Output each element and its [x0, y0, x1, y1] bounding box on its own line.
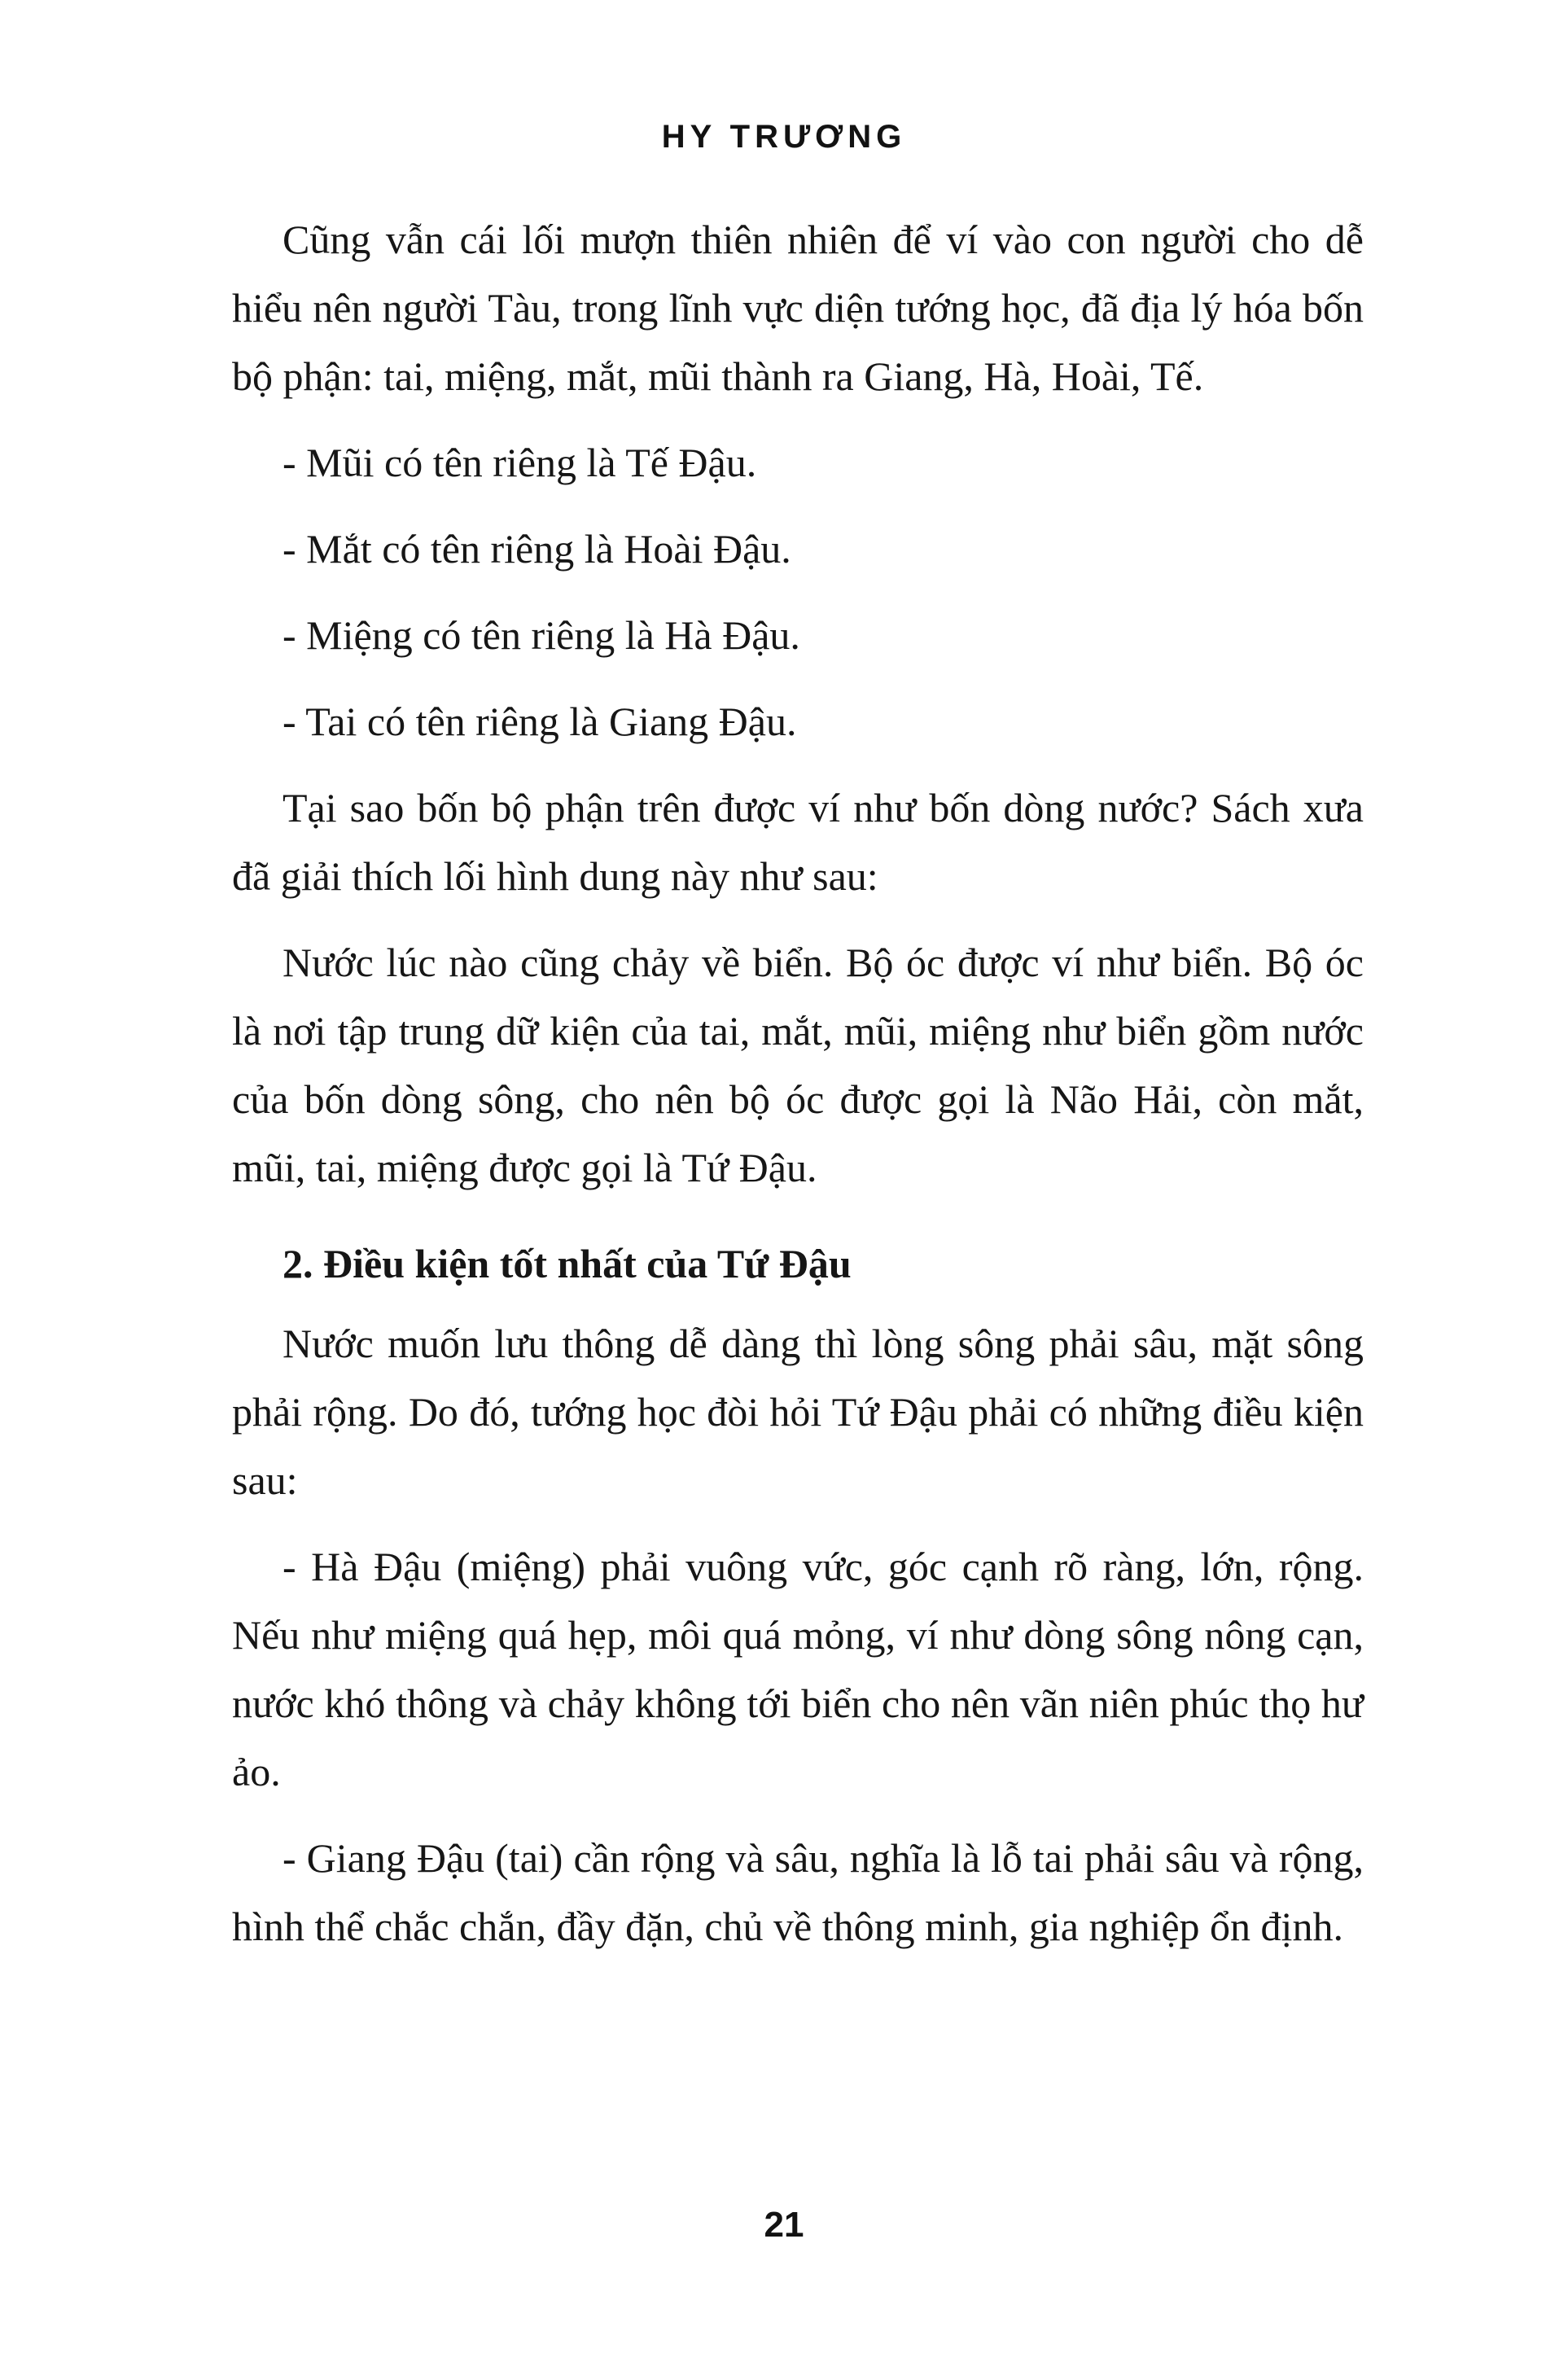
- running-head: HY TRƯƠNG: [661, 119, 907, 155]
- paragraph-giang-dau: - Giang Đậu (tai) cần rộng và sâu, nghĩa là lỗ tai phải sâu và rộng, hình thể chắc chắn, đầy đặn, chủ về thông minh, gia nghiệp ổn định.: [232, 1835, 1364, 1949]
- paragraph-ha-dau: - Hà Đậu (miệng) phải vuông vức, góc cạnh rõ ràng, lớn, rộng. Nếu như miệng quá hẹp, môi quá mỏng, ví như dòng sông nông cạn, nước khó thông và chảy không tới biển cho nên vãn niên phúc thọ hư ảo.: [232, 1544, 1364, 1794]
- body-text: [232, 205, 1364, 1978]
- section-heading: 2. Điều kiện tốt nhất của Tứ Đậu: [283, 1241, 852, 1286]
- list-item-tai: - Tai có tên riêng là Giang Đậu.: [283, 699, 797, 744]
- paragraph-conditions-intro: Nước muốn lưu thông dễ dàng thì lòng sông phải sâu, mặt sông phải rộng. Do đó, tướng học đòi hỏi Tứ Đậu phải có những điều kiện sau:: [232, 1321, 1364, 1503]
- paragraph-question: Tại sao bốn bộ phận trên được ví như bốn dòng nước? Sách xưa đã giải thích lối hình dung này như sau:: [232, 785, 1364, 899]
- list-item-mat: - Mắt có tên riêng là Hoài Đậu.: [283, 526, 791, 572]
- page-number: 21: [764, 2205, 804, 2245]
- list-item-mui: - Mũi có tên riêng là Tế Đậu.: [283, 440, 757, 485]
- list-item-mieng: - Miệng có tên riêng là Hà Đậu.: [283, 612, 800, 658]
- paragraph-explanation: Nước lúc nào cũng chảy về biển. Bộ óc được ví như biển. Bộ óc là nơi tập trung dữ kiện của tai, mắt, mũi, miệng như biển gồm nước của bốn dòng sông, cho nên bộ óc được gọi là Não Hải, còn mắt, mũi, tai, miệng được gọi là Tứ Đậu.: [232, 940, 1364, 1190]
- paragraph-intro: Cũng vẫn cái lối mượn thiên nhiên để ví vào con người cho dễ hiểu nên người Tàu, trong lĩnh vực diện tướng học, đã địa lý hóa bốn bộ phận: tai, miệng, mắt, mũi thành ra Giang, Hà, Hoài, Tế.: [232, 217, 1364, 399]
